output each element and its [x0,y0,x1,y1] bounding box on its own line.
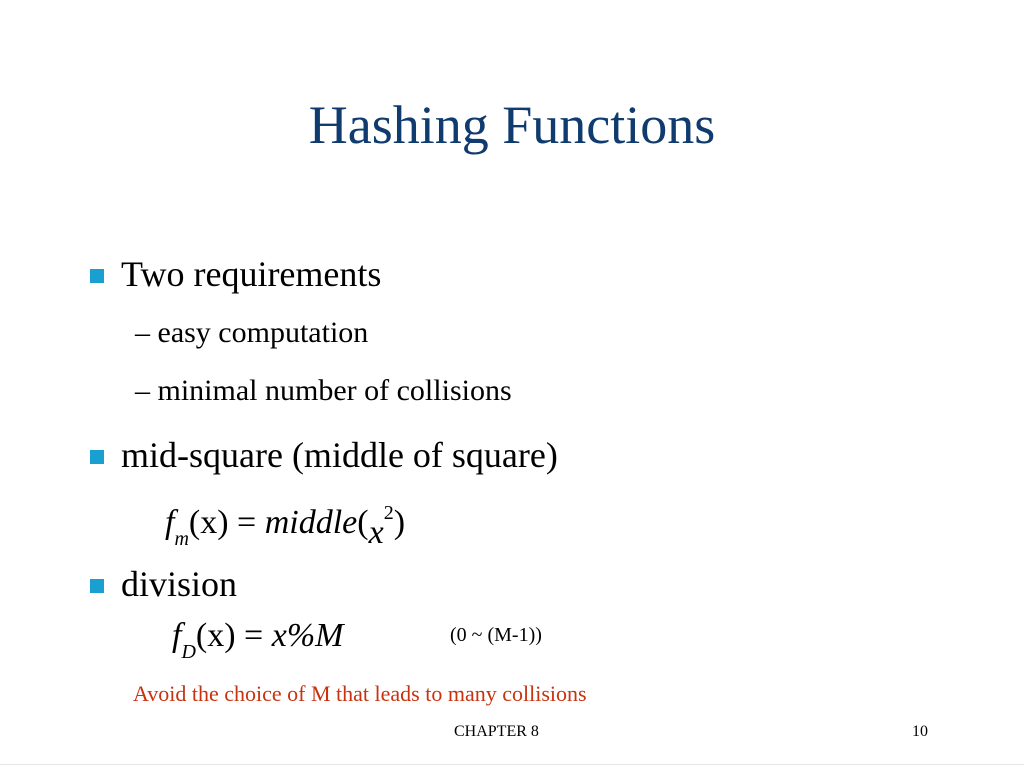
bullet-square-icon [90,579,104,593]
bullet-text: division [121,564,238,604]
formula-rhs-fn: middle [264,504,358,541]
formula-var: x [368,514,384,551]
sub-item-easy-computation: – easy computation [135,316,369,349]
bullet-text: Two requirements [121,254,382,294]
footer-chapter: CHAPTER 8 [454,723,539,740]
bottom-divider [0,764,1024,765]
bullet-square-icon [90,450,104,464]
bullet-two-requirements [90,256,381,292]
bullet-square-icon [90,269,104,283]
bullet-text: mid-square (middle of square) [121,435,558,475]
formula-subscript: m [174,528,189,550]
slide-title: Hashing Functions [308,95,716,155]
sub-item-minimal-collisions: – minimal number of collisions [135,374,512,407]
formula-lhs: (x) = [195,617,272,654]
bullet-mid-square [90,437,558,473]
footer-page-number: 10 [912,723,928,740]
formula-subscript: D [181,641,196,663]
formula-f: f [165,504,175,541]
formula-f: f [172,617,182,654]
formula-lhs: (x) = [188,504,265,541]
formula-sup: 2 [383,502,394,524]
bullet-division [90,566,237,602]
formula-division [172,617,344,663]
formula-mid-square [165,502,406,551]
formula-rhs: x%M [271,617,344,654]
formula-close: ) [393,504,406,541]
formula-open: ( [357,504,369,541]
range-text: (0 ~ (M-1)) [450,624,542,646]
collision-note: Avoid the choice of M that leads to many collisions [133,681,587,706]
